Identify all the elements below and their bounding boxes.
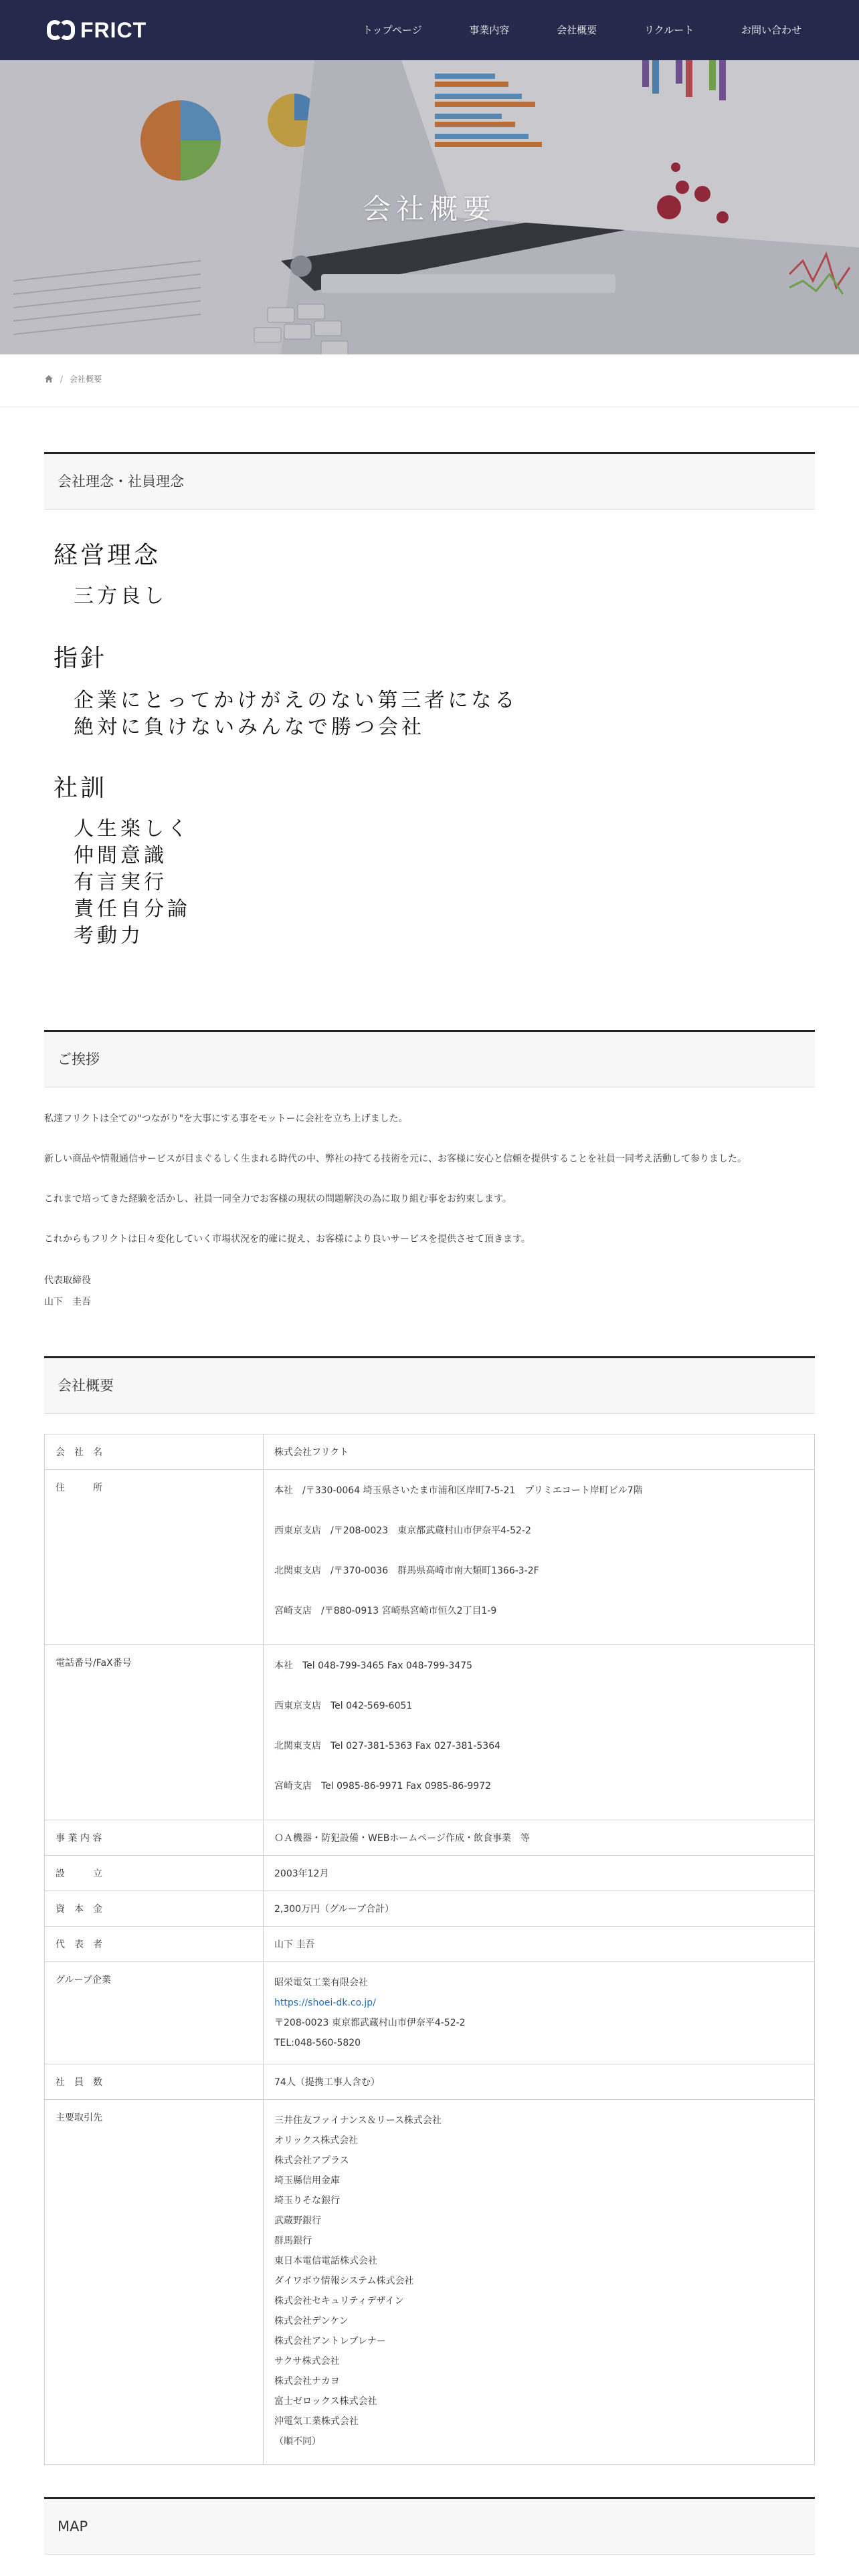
hero-title: 会社概要 [362, 193, 496, 225]
management-philosophy-title: 経営理念 [54, 542, 161, 569]
row-label-address: 住 所 [45, 1470, 264, 1645]
table-row [45, 1891, 815, 1927]
motto-title: 社訓 [54, 774, 108, 802]
row-label-business: 事 業 内 容 [45, 1820, 264, 1856]
client-item: 株式会社デンケン [274, 2316, 349, 2327]
hero-banner [0, 60, 859, 354]
group-company-link[interactable]: https://shoei-dk.co.jp/ [274, 1998, 376, 2008]
row-label-group: グループ企業 [45, 1962, 264, 2064]
logo-mark-icon [47, 20, 76, 40]
client-item: 沖電気工業株式会社 [274, 2416, 359, 2427]
group-company-address: 〒208-0023 東京都武蔵村山市伊奈平4-52-2 [274, 2018, 466, 2028]
motto-item: 責任自分論 [74, 897, 191, 921]
row-label-capital: 資 本 金 [45, 1891, 264, 1927]
address-line: 宮崎支店 /〒880-0913 宮崎県宮崎市恒久2丁目1-9 [274, 1606, 497, 1616]
table-row [45, 1470, 815, 1645]
row-value-clients [264, 2100, 815, 2465]
policy-title: 指針 [54, 645, 108, 672]
row-value-capital: 2,300万円（グループ合計） [264, 1891, 815, 1927]
motto-item: 人生楽しく [74, 817, 191, 841]
table-row [45, 1962, 815, 2064]
policy-item: 絶対に負けないみんなで勝つ会社 [74, 716, 425, 739]
greeting-paragraph: これからもフリクトは日々変化していく市場状況を的確に捉え、お客様により良いサービスを提供させて頂きます。 [44, 1234, 531, 1245]
group-company-tel: TEL:048-560-5820 [274, 2038, 361, 2048]
map-heading: MAP [44, 2497, 815, 2555]
client-item: サクサ株式会社 [274, 2356, 340, 2367]
company-overview-table [44, 1434, 815, 2465]
nav-item-company[interactable]: 会社概要 [557, 24, 597, 36]
row-value-address [264, 1470, 815, 1645]
client-item: 富士ゼロックス株式会社 [274, 2396, 377, 2407]
client-item: （順不同） [274, 2436, 321, 2447]
table-row [45, 1856, 815, 1891]
motto-item: 考動力 [74, 924, 144, 948]
row-label-clients: 主要取引先 [45, 2100, 264, 2465]
row-value-company-name: 株式会社フリクト [264, 1434, 815, 1470]
table-row [45, 1927, 815, 1962]
signature-title: 代表取締役 [44, 1275, 91, 1286]
client-item: 株式会社セキュリティデザイン [274, 2296, 404, 2306]
address-line: 西東京支店 /〒208-0023 東京都武蔵村山市伊奈平4-52-2 [274, 1525, 531, 1536]
breadcrumb [44, 373, 102, 385]
row-label-phone: 電話番号/FaX番号 [45, 1645, 264, 1820]
row-value-group [264, 1962, 815, 2064]
client-item: 三井住友ファイナンス＆リース株式会社 [274, 2115, 442, 2126]
greeting-paragraph: 新しい商品や情報通信サービスが目まぐるしく生まれる時代の中、弊社の持てる技術を元に、お客様に安心と信頼を提供することを社員一同考え活動して参りました。 [44, 1154, 747, 1164]
nav-item-top[interactable]: トップページ [363, 24, 422, 36]
row-value-business: ＯＡ機器・防犯設備・WEBホームページ作成・飲食事業 等 [264, 1820, 815, 1856]
table-row [45, 1820, 815, 1856]
greeting-paragraph: これまで培ってきた経験を活かし、社員一同全力でお客様の現状の問題解決の為に取り組む事をお約束します。 [44, 1194, 512, 1204]
table-row [45, 1434, 815, 1470]
nav-item-business[interactable]: 事業内容 [469, 24, 510, 36]
overview-heading: 会社概要 [44, 1356, 815, 1414]
table-row [45, 2064, 815, 2100]
logo-text: FRICT [80, 17, 147, 42]
phone-line: 本社 Tel 048-799-3465 Fax 048-799-3475 [274, 1660, 473, 1671]
table-row [45, 1645, 815, 1820]
address-line: 本社 /〒330-0064 埼玉県さいたま市浦和区岸町7-5-21 プリミエコート岸町ビル7階 [274, 1485, 643, 1496]
client-item: 群馬銀行 [274, 2236, 312, 2246]
address-line: 北関東支店 /〒370-0036 群馬県高崎市南大類町1366-3-2F [274, 1566, 539, 1576]
nav-item-contact[interactable]: お問い合わせ [741, 24, 801, 36]
management-philosophy-item: 三方良し [74, 584, 167, 608]
signature-name: 山下 圭吾 [44, 1297, 91, 1307]
logo[interactable] [47, 17, 147, 43]
row-value-representative: 山下 圭吾 [264, 1927, 815, 1962]
row-label-representative: 代 表 者 [45, 1927, 264, 1962]
client-item: オリックス株式会社 [274, 2135, 359, 2146]
row-value-phone [264, 1645, 815, 1820]
client-item: 株式会社アントレプレナー [274, 2336, 386, 2347]
client-item: 東日本電信電話株式会社 [274, 2256, 377, 2266]
motto-item: 有言実行 [74, 871, 167, 894]
phone-line: 西東京支店 Tel 042-569-6051 [274, 1701, 413, 1711]
client-item: 株式会社ナカヨ [274, 2376, 340, 2387]
group-company-name: 昭栄電気工業有限会社 [274, 1977, 368, 1988]
client-item: 埼玉りそな銀行 [274, 2195, 340, 2206]
client-item: 埼玉縣信用金庫 [274, 2175, 340, 2186]
row-label-company-name: 会 社 名 [45, 1434, 264, 1470]
client-item: ダイワボウ情報システム株式会社 [274, 2276, 414, 2286]
nav-item-recruit[interactable]: リクルート [644, 24, 694, 36]
row-label-staff: 社 員 数 [45, 2064, 264, 2100]
phone-line: 宮崎支店 Tel 0985-86-9971 Fax 0985-86-9972 [274, 1781, 492, 1792]
row-value-staff: 74人（提携工事人含む） [264, 2064, 815, 2100]
client-item: 株式会社アプラス [274, 2155, 349, 2166]
greeting-paragraph: 私達フリクトは全ての"つながり"を大事にする事をモットーに会社を立ち上げました。 [44, 1113, 408, 1124]
home-icon[interactable] [44, 374, 54, 383]
global-nav [348, 0, 816, 60]
philosophy-heading: 会社理念・社員理念 [44, 452, 815, 510]
row-value-founded: 2003年12月 [264, 1856, 815, 1891]
breadcrumb-separator-icon: / [60, 374, 64, 384]
site-header [0, 0, 859, 60]
table-row [45, 2100, 815, 2465]
motto-item: 仲間意識 [74, 844, 167, 867]
row-label-founded: 設 立 [45, 1856, 264, 1891]
breadcrumb-current: 会社概要 [70, 374, 102, 384]
phone-line: 北関東支店 Tel 027-381-5363 Fax 027-381-5364 [274, 1741, 501, 1751]
client-item: 武蔵野銀行 [274, 2216, 321, 2226]
greeting-heading: ご挨拶 [44, 1030, 815, 1087]
policy-item: 企業にとってかけがえのない第三者になる [74, 689, 518, 712]
